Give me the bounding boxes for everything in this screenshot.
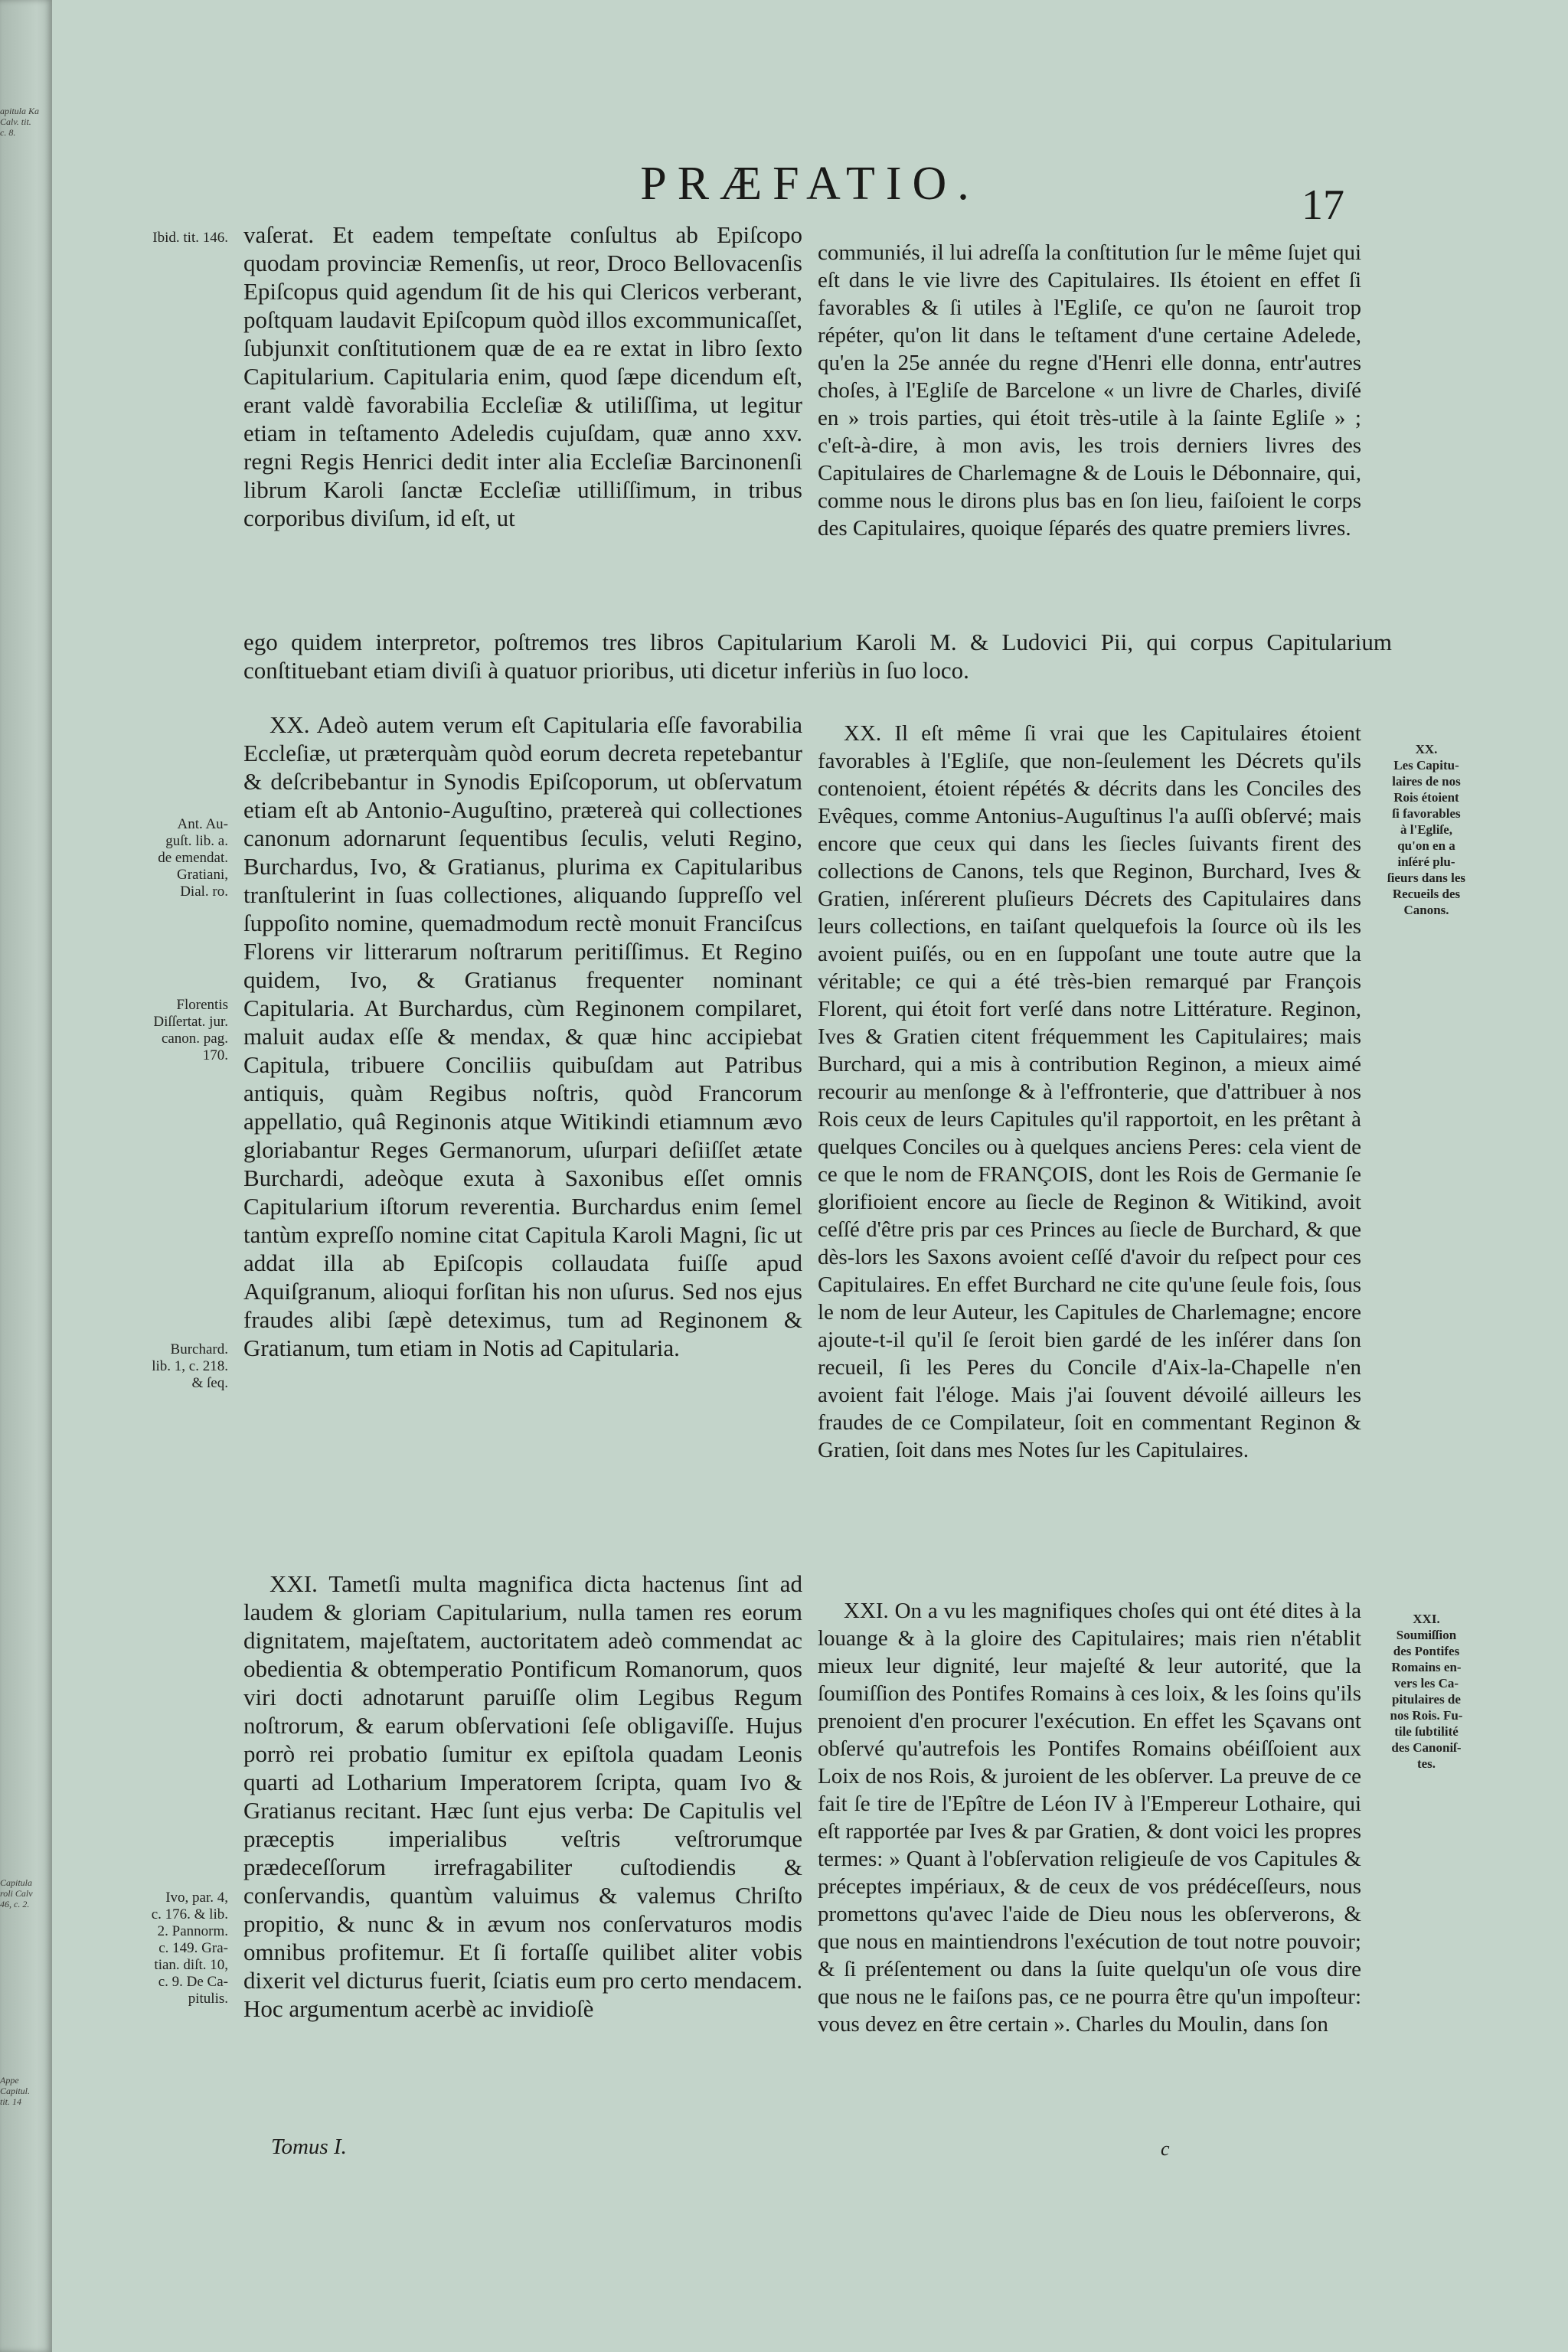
french-paragraph: XX. Il eſt même ſi vrai que les Capitulaires étoient favorables à l'Egliſe, que non-ſeulement les Décrets qu'ils contenoient, étoient répétés & décrits dans les Conciles des Evêques, comme Antonius-Auguſtinus l'a auſſi obſervé; mais encore que ceux qui dans les ſiecles ſuivants firent des collections de Canons, tels que Reginon, Burchard, Ives & Gratien, inſérerent pluſieurs Décrets des Capitulaires dans leurs collections, en taiſant quelquefois la ſource où ils les avoient puiſés, ou en en ſuppoſant une toute autre que la véritable; ce qui a été très-bien remarqué par François Florent, qui étoit fort verſé dans notre Littérature. Reginon, Ives & Gratien citent fréquemment les Capitulaires; mais Burchard, qui a mis à contribution Reginon, a mieux aimé recourir au menſonge & à l'effronterie, que d'attribuer à nos Rois ceux de leurs Capitules qu'il rapportoit, en les prêtant à quelques Conciles ou à quelques anciens Peres: cela vient de ce que le nom de FRANÇOIS, dont les Rois de Germanie ſe glorifioient encore au ſiecle de Reginon & Witikind, avoit ceſſé d'être pris par ces Princes au ſiecle de Burchard, & que dès-lors les Saxons avoient ceſſé d'avoir du reſpect pour ces Capitulaires. En effet Burchard ne cite qu'une ſeule fois, ſous le nom de leur Auteur, les Capitules de Charlemagne; encore ajoute-t-il qu'il ſe ſeroit bien gardé de les inſérer dans ſon recueil, ſi les Peres du Concile d'Aix-la-Chapelle n'en avoient fait l'éloge. Mais j'ai ſouvent dévoilé ailleurs les fraudes de ce Compilateur, ſoit en commentant Reginon & Gratien, ſoit dans mes Notes ſur les Capitulaires. [818,721,1361,1462]
signature-mark-volume: Tomus I. [271,2135,347,2159]
book-page [52,0,1568,2352]
french-column-top [818,239,1361,614]
latin-section-xx [243,710,802,1530]
page-title: PRÆFATIO. [640,158,980,210]
latin-spanning-text [243,628,1392,714]
french-paragraph: XXI. On a vu les magnifiques choſes qui ont été dites à la louange & à la gloire des Capitulaires; mais rien n'établit mieux leur dignité, leur majeſté & leur autorité, que la ſoumiſſion des Pontifes Romains à ces loix, & les ſoins qu'ils prenoient d'en procurer l'exécution. En effet les Sçavans ont obſervé qu'autrefois les Pontifes Romains obéiſſoient aux Loix de nos Rois, & juroient de les obſerver. La preuve de ce fait ſe tire de l'Epître de Léon IV à l'Empereur Lothaire, qui eſt rapportée par Ives & par Gratien, & dont voici les propres termes: » Quant à l'obſervation religieuſe de vos Capitules & préceptes impériaux, & de ceux de vos prédéceſſeurs, nous promettons qu'avec l'aide de Dieu nous les obſerverons, & que nous en maintiendrons l'exécution de tout notre pouvoir; & ſi préſentement ou dans la ſuite quelqu'un oſe vous dire que nous ne le faiſons pas, ce ne pourra être qu'un impoſteur: vous devez en être certain ». Charles du Moulin, dans ſon [818,1599,1361,2037]
latin-column-top [243,220,802,623]
signature-mark-letter: c [1161,2138,1170,2160]
latin-paragraph: vaſerat. Et eadem tempeſtate conſultus ab Epiſcopo quodam provinciæ Remenſis, ut reor, Droco Bellovacenſis Epiſcopus quid agendum ſit de his qui Clericos verberant, poſtquam laudavit Epiſcopum quòd illos excommunicaſſet, ſubjunxit conſtitutionem quæ de ea re extat in libro ſexto Capitularium. Capitularia enim, quod ſæpe dicendum eſt, erant valdè favorabilia Eccleſiæ & utiliſſima, ut legitur etiam in teſtamento Adeledis cujuſdam, quæ anno xxv. regni Regis Henrici dedit inter alia Eccleſiæ Barcinonenſi librum Karoli ſanctæ Eccleſiæ utilliſſimum, in tribus corporibus diviſum, id eſt, ut [243,221,802,531]
latin-paragraph: XX. Adeò autem verum eſt Capitularia eſſe favorabilia Eccleſiæ, ut præterquàm quòd eorum decreta repetebantur & deſcribebantur in Synodis Epiſcoporum, ut obſervatum etiam eſt ab Antonio-Auguſtino, prætereà qui collectiones canonum adornarunt ſequentibus ſeculis, veluti Regino, Burchardus, Ivo, & Gratianus, plurima ex Capitularibus tranſtulerint in ſuas collectiones, aliquando ſuppreſſo vel ſuppoſito nomine, quemadmodum rectè monuit Franciſcus Florens vir litterarum noſtrarum peritiſſimus. Et Regino quidem, Ivo, & Gratianus frequenter nominant Capitularia. At Burchardus, cùm Reginonem compilaret, maluit audax eſſe & mendax, & quæ hinc accipiebat Capitula, tribuere Conciliis quibuſdam aut Patribus antiquis, quàm Regibus noſtris, quòd Francorum appellatio, quâ Reginonis atque Witikindi etiamnum ævo gloriabantur Reges Germanorum, uſurpari deſiiſſet ætate Burchardi, adeòque exuta à Saxonibus eſſet omnis Capitularium iſtorum reverentia. Burchardus enim ſemel tantùm expreſſo nomine citat Capitula Karoli Magni, ſic ut addat illa ab Epiſcopis collaudata fuiſſe apud Aquiſgranum, alioqui forſitan his non uſurus. Sed nos ejus fraudes alibi ſæpè deteximus, tum ad Reginonem & Gratianum, tum etiam in Notis ad Capitularia. [243,711,802,1361]
gutter-note: Appe Capitul. tit. 14 [0,2075,31,2107]
french-section-xxi [818,1597,1361,2142]
page-number: 17 [1302,181,1344,229]
margin-note-burchard: Burchard. lib. 1, c. 218. & ſeq. [152,1341,228,1391]
gutter-note: Capitula roli Calv 46, c. 2. [0,1877,33,1909]
gutter-note: apitula Ka Calv. tit. c. 8. [0,106,40,138]
latin-section-xxi [243,1570,802,2132]
margin-note-ivo: Ivo, par. 4, c. 176. & lib. 2. Pannorm. c. 149. Gra- tian. diſt. 10, c. 9. De Ca- pitulis. [151,1890,228,2007]
margin-note-florentis: Florentis Diſſertat. jur. canon. pag. 170. [153,997,228,1063]
latin-paragraph: ego quidem interpretor, poſtremos tres libros Capitularium Karoli M. & Ludovici Pii, qui corpus Capitularium conſtituebant etiam diviſi à quatuor prioribus, uti dicetur inferiùs in ſuo loco. [243,629,1392,684]
margin-note-xxi: XXI. Soumiſſion des Pontifes Romains en- vers les Ca- pitulaires de nos Rois. Fu- tile ſubtilité des Canoniſ- tes. [1390,1612,1463,1771]
margin-note-xx: XX. Les Capitu- laires de nos Rois étoient ſi favorables à l'Egliſe, qu'on en a inſéré plu- ſieurs dans les Recueils des Canons. [1387,742,1466,917]
latin-paragraph: XXI. Tametſi multa magnifica dicta hactenus ſint ad laudem & gloriam Capitularium, nulla tamen res eorum dignitatem, majeſtatem, auctoritatem adeò commendat ac obedientia & obtemperatio Pontificum Romanorum, quos viri docti adnotarunt paruiſſe olim Legibus Regum noſtrorum, & earum obſervationi ſeſe obligaviſſe. Hujus porrò rei probatio ſumitur ex epiſtola quadam Leonis quarti ad Lotharium Imperatorem ſcripta, quam Ivo & Gratianus recitant. Hæc ſunt ejus verba: De Capitulis vel præceptis imperialibus veſtris veſtrorumque prædeceſſorum irrefragabiliter cuſtodiendis & conſervandis, quantùm valuimus & valemus Chriſto propitio, & nunc & in ævum nos conſervaturos modis omnibus profitemur. Et ſi fortaſſe quilibet aliter vobis dixerit vel dicturus fuerit, ſciatis eum pro certo mendacem. Hoc argumentum acerbè ac invidioſè [243,1570,802,2022]
book-gutter [0,0,52,2352]
french-section-xx [818,720,1361,1597]
margin-note-ibid: Ibid. tit. 146. [152,230,228,246]
french-paragraph: communiés, il lui adreſſa la conſtitution ſur le même ſujet qui eſt dans le vie livre des Capitulaires. Ils étoient en effet ſi favorables & ſi utiles à l'Egliſe, ce qu'on ne ſauroit trop répéter, qu'on lit dans le teſtament d'une certaine Adelede, qu'en la 25e année du regne d'Henri elle donna, entr'autres choſes, à l'Egliſe de Barcelone « un livre de Charles, diviſé en » trois parties, qui étoit très-utile à la ſainte Egliſe » ; c'eſt-à-dire, à mon avis, les trois derniers livres des Capitulaires de Charlemagne & de Louis le Débonnaire, qui, comme nous le dirons plus bas en ſon lieu, faiſoient le corps des Capitulaires, quoique ſéparés des quatre premiers livres. [818,240,1361,541]
margin-note-antonius: Ant. Au- guſt. lib. a. de emendat. Gratiani, Dial. ro. [158,816,228,900]
